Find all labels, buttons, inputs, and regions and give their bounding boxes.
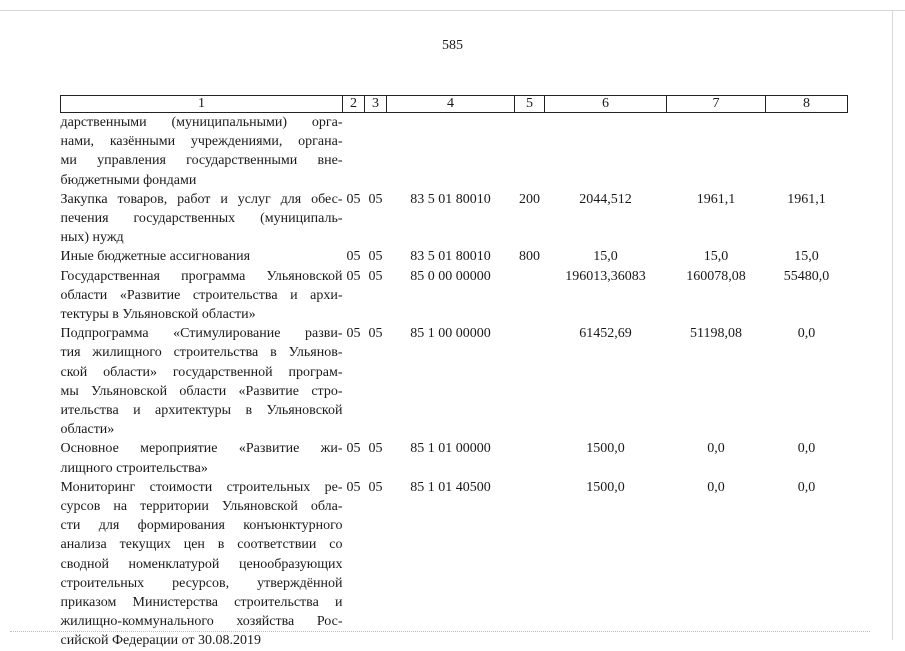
cell-expense-type — [515, 324, 545, 439]
cell-subsection: 05 — [368, 249, 383, 265]
item-name-line: ской области» государственной програм- — [60, 364, 343, 380]
item-name-line: Мониторинг стоимости строительных ре- — [60, 479, 343, 495]
page-number: 585 — [442, 38, 463, 53]
cell-amount-year-1: 1500,0 — [586, 479, 625, 495]
item-name-line: ных) нужд — [60, 230, 124, 246]
item-name-line: области «Развитие строительства и архи- — [60, 287, 343, 303]
table-row — [61, 190, 848, 248]
item-name-line: Закупка товаров, работ и услуг для обес- — [60, 191, 343, 207]
cell-expense-type — [515, 267, 545, 325]
cell-section — [343, 113, 365, 190]
cell-amount-year-1: 1500,0 — [586, 441, 625, 457]
cell-amount-year-3: 15,0 — [794, 249, 819, 265]
item-name-line: мы Ульяновской области «Развитие стро- — [60, 383, 343, 399]
item-name-line: Иные бюджетные ассигнования — [60, 249, 251, 265]
table-row — [61, 439, 848, 477]
cell-amount-year-3 — [766, 113, 848, 190]
item-name-line: сти для формирования конъюнктурного — [60, 518, 343, 534]
item-name-line: ительства и архитектуры в Ульяновской — [60, 403, 343, 419]
header-col-5: 5 — [515, 96, 545, 113]
cell-amount-year-3: 0,0 — [797, 479, 816, 495]
cell-amount-year-1: 61452,69 — [579, 326, 632, 342]
header-col-3: 3 — [365, 96, 387, 113]
cell-amount-year-2: 0,0 — [707, 479, 725, 495]
item-name-line: лищного строительства» — [60, 460, 208, 476]
cell-item-name — [61, 439, 343, 477]
cell-amount-year-2: 160078,08 — [686, 268, 746, 284]
item-name-line: жилищно-коммунального хозяйства Рос- — [60, 614, 343, 630]
table-row — [61, 247, 848, 266]
item-name-line: печения государственных (муниципаль- — [60, 211, 343, 227]
cell-subsection: 05 — [368, 479, 383, 495]
table-row — [61, 113, 848, 190]
item-name-line: нами, казёнными учреждениями, органа- — [60, 134, 343, 150]
header-col-1: 1 — [61, 96, 343, 113]
cell-subsection: 05 — [368, 268, 383, 284]
header-col-4: 4 — [387, 96, 515, 113]
cell-amount-year-1: 196013,36083 — [565, 268, 646, 284]
item-name-line: ми управления государственными вне- — [60, 153, 343, 169]
item-name-line: сводной номенклатурой ценообразующих — [60, 556, 343, 572]
header-col-2: 2 — [343, 96, 365, 113]
budget-table — [60, 95, 848, 651]
item-name-line: сурсов на территории Ульяновской обла- — [60, 499, 343, 515]
cell-amount-year-2: 1961,1 — [696, 191, 736, 207]
item-name-line: тия жилищного строительства в Ульянов- — [60, 345, 343, 361]
cell-target-article: 85 1 01 00000 — [410, 441, 491, 457]
cell-item-name — [61, 190, 343, 248]
table-row — [61, 324, 848, 439]
cell-section: 05 — [346, 268, 361, 284]
table-row — [61, 267, 848, 325]
cell-item-name — [61, 247, 343, 266]
cell-section: 05 — [346, 249, 361, 265]
cell-amount-year-3: 1961,1 — [787, 191, 826, 207]
scan-frame-right — [892, 10, 893, 640]
item-name-line: Государственная программа Ульяновской — [60, 268, 343, 284]
item-name-line: строительных ресурсов, утверждённой — [60, 575, 343, 591]
cell-target-article: 83 5 01 80010 — [410, 191, 491, 207]
cell-amount-year-1 — [545, 113, 667, 190]
cell-amount-year-1: 15,0 — [593, 249, 618, 265]
cell-amount-year-2: 51198,08 — [690, 326, 742, 342]
cell-expense-type — [515, 439, 545, 477]
item-name-line: бюджетными фондами — [60, 172, 197, 188]
cell-subsection: 05 — [368, 191, 383, 207]
item-name-line: приказом Министерства строительства и — [60, 595, 343, 611]
cell-amount-year-1: 2044,512 — [579, 191, 632, 207]
table-row — [61, 478, 848, 651]
item-name-line: анализа текущих цен в соответствии со — [60, 537, 343, 553]
item-name-line: дарственными (муниципальными) орга- — [60, 115, 343, 130]
cell-amount-year-3: 0,0 — [797, 441, 816, 457]
item-name-line: сийской Федерации от 30.08.2019 — [60, 633, 262, 649]
cell-subsection: 05 — [368, 326, 383, 342]
cell-item-name — [61, 267, 343, 325]
cell-subsection — [365, 113, 387, 190]
cell-target-article: 85 1 01 40500 — [410, 479, 491, 495]
cell-expense-type — [515, 478, 545, 651]
cell-expense-type — [515, 113, 545, 190]
cell-item-name — [61, 478, 343, 651]
cell-section: 05 — [346, 479, 361, 495]
cell-target-article: 85 0 00 00000 — [410, 268, 491, 284]
header-col-6: 6 — [545, 96, 667, 113]
cell-target-article: 85 1 00 00000 — [410, 326, 491, 342]
item-name-line: области» — [60, 422, 115, 438]
item-name-line: Основное мероприятие «Развитие жи- — [60, 441, 343, 457]
cell-item-name — [61, 324, 343, 439]
header-col-8: 8 — [766, 96, 848, 113]
cell-section: 05 — [346, 326, 361, 342]
cell-section: 05 — [346, 441, 361, 457]
table-header — [61, 96, 848, 113]
header-col-7: 7 — [667, 96, 766, 113]
item-name-line: тектуры в Ульяновской области» — [60, 307, 256, 323]
cell-amount-year-2 — [667, 113, 766, 190]
cell-item-name — [61, 113, 343, 190]
cell-amount-year-3: 0,0 — [797, 326, 816, 342]
cell-target-article — [387, 113, 515, 190]
cell-target-article: 83 5 01 80010 — [410, 249, 491, 265]
cell-expense-type: 800 — [519, 249, 540, 265]
cell-amount-year-2: 0,0 — [707, 441, 725, 457]
item-name-line: Подпрограмма «Стимулирование разви- — [60, 326, 343, 342]
scan-frame-top — [0, 10, 905, 11]
cell-subsection: 05 — [368, 441, 383, 457]
table-body — [61, 113, 848, 651]
cell-expense-type: 200 — [519, 191, 540, 207]
cell-amount-year-2: 15,0 — [703, 249, 729, 265]
cell-section: 05 — [346, 191, 361, 207]
cell-amount-year-3: 55480,0 — [783, 268, 830, 284]
